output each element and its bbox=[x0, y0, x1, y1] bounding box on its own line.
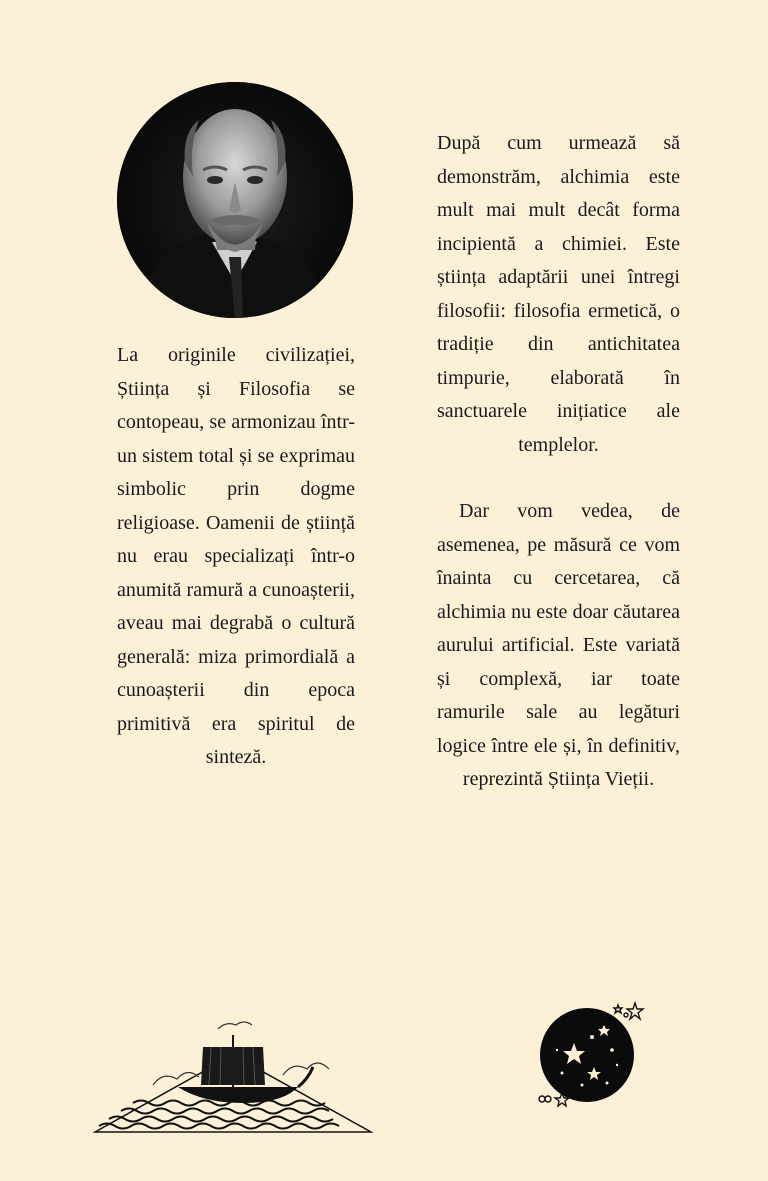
starry-globe-ornament-icon bbox=[532, 995, 652, 1110]
portrait-photo-icon bbox=[117, 82, 353, 318]
sailing-ship-ornament-icon bbox=[93, 1015, 373, 1135]
lead-first-word: La bbox=[117, 344, 139, 366]
right-paragraph-1: După cum urmează să demonstrăm, alchimia este mult mai mult decât forma incipientă a chimiei. Este știința adaptării unei întregi filosofii: filosofia ermetică, o tradiție din antichitatea timpurie, elaborată în sanctuarele inițiatice ale templelor. bbox=[437, 132, 680, 456]
left-column bbox=[117, 339, 355, 775]
right-column bbox=[437, 127, 680, 797]
lead-smallcaps: originile bbox=[167, 344, 236, 366]
left-paragraph-text: civilizației, Știința și Filosofia se contopeau, se armonizau într-un sistem total și se exprimau simbolic prin dogme religioase. Oamenii de știință nu erau specializați într-o anumită ramură a cunoașterii, aveau mai degrabă o cultură generală: miza primordială a cunoașterii din epoca primitivă era spiritul de sinteză. bbox=[117, 344, 356, 768]
right-paragraph-2: Dar vom vedea, de asemenea, pe măsură ce vom înainta cu cercetarea, că alchimia nu este doar căutarea aurului artificial. Este variată și complexă, iar toate ramurile sale au legături logice între ele și, în definitiv, reprezintă Știința Vieții. bbox=[437, 500, 680, 790]
portrait-illustration bbox=[117, 82, 353, 318]
left-paragraph bbox=[117, 339, 355, 775]
